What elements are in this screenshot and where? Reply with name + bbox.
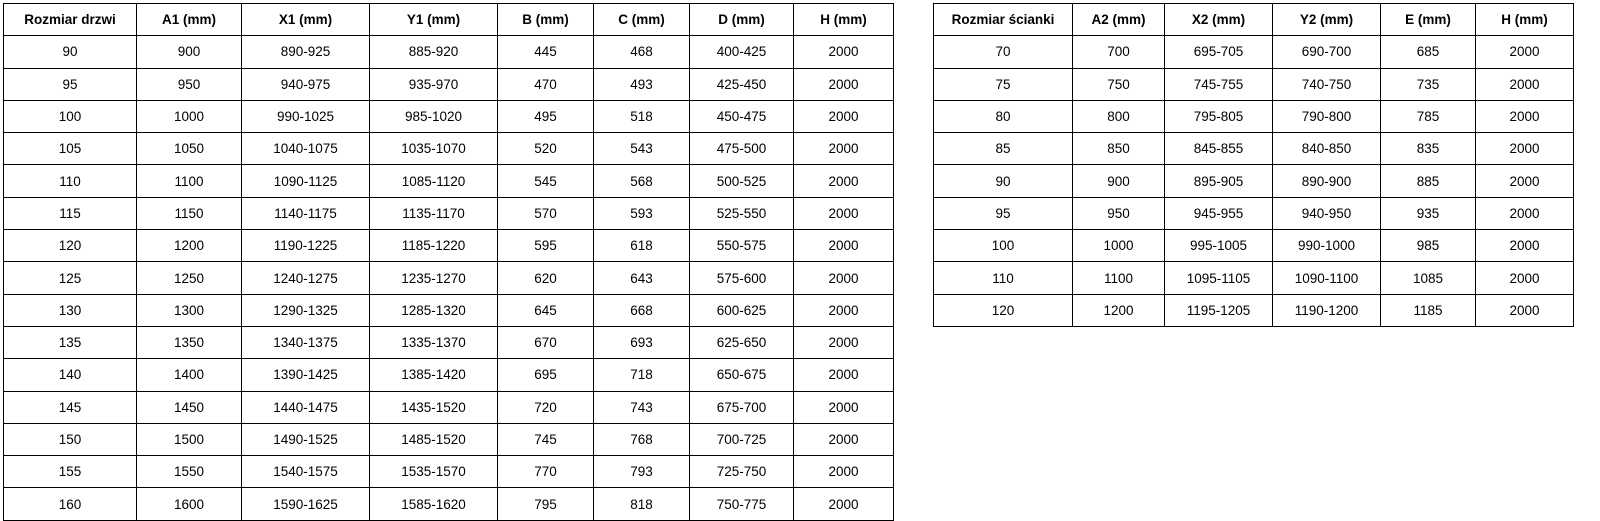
table-cell: 575-600 xyxy=(690,262,794,294)
table-cell: 1040-1075 xyxy=(242,133,370,165)
column-header: A2 (mm) xyxy=(1073,4,1165,36)
doors-dimensions-table xyxy=(3,3,894,521)
table-cell: 1340-1375 xyxy=(242,326,370,358)
table-cell: 140 xyxy=(4,359,137,391)
table-cell: 1095-1105 xyxy=(1165,262,1273,294)
table-cell: 800 xyxy=(1073,100,1165,132)
table-cell: 110 xyxy=(934,262,1073,294)
table-row xyxy=(4,262,894,294)
table-cell: 1500 xyxy=(137,423,242,455)
table-cell: 790-800 xyxy=(1273,100,1381,132)
table-cell: 600-625 xyxy=(690,294,794,326)
table-cell: 1285-1320 xyxy=(370,294,498,326)
table-cell: 935 xyxy=(1381,197,1476,229)
table-cell: 450-475 xyxy=(690,100,794,132)
table-cell: 1540-1575 xyxy=(242,456,370,488)
table-cell: 70 xyxy=(934,36,1073,68)
table-cell: 2000 xyxy=(1476,165,1574,197)
wall-table-body xyxy=(934,36,1574,327)
table-cell: 1235-1270 xyxy=(370,262,498,294)
table-cell: 845-855 xyxy=(1165,133,1273,165)
table-cell: 695-705 xyxy=(1165,36,1273,68)
table-cell: 120 xyxy=(934,294,1073,326)
column-header: C (mm) xyxy=(594,4,690,36)
table-cell: 570 xyxy=(498,197,594,229)
table-cell: 743 xyxy=(594,391,690,423)
table-cell: 785 xyxy=(1381,100,1476,132)
table-row xyxy=(4,100,894,132)
table-row xyxy=(934,294,1574,326)
table-cell: 1090-1100 xyxy=(1273,262,1381,294)
table-cell: 160 xyxy=(4,488,137,520)
table-cell: 1590-1625 xyxy=(242,488,370,520)
table-row xyxy=(4,488,894,520)
table-cell: 940-975 xyxy=(242,68,370,100)
table-cell: 155 xyxy=(4,456,137,488)
table-cell: 1400 xyxy=(137,359,242,391)
table-cell: 645 xyxy=(498,294,594,326)
table-cell: 90 xyxy=(934,165,1073,197)
table-cell: 543 xyxy=(594,133,690,165)
table-cell: 2000 xyxy=(1476,230,1574,262)
table-cell: 2000 xyxy=(794,456,894,488)
table-row xyxy=(934,68,1574,100)
table-cell: 568 xyxy=(594,165,690,197)
table-cell: 1440-1475 xyxy=(242,391,370,423)
table-cell: 770 xyxy=(498,456,594,488)
table-cell: 1000 xyxy=(1073,230,1165,262)
table-cell: 745-755 xyxy=(1165,68,1273,100)
table-cell: 1150 xyxy=(137,197,242,229)
table-cell: 100 xyxy=(934,230,1073,262)
table-cell: 2000 xyxy=(1476,36,1574,68)
table-cell: 2000 xyxy=(794,68,894,100)
table-row xyxy=(934,262,1574,294)
wall-table-head xyxy=(934,4,1574,36)
table-row xyxy=(4,294,894,326)
column-header: Y1 (mm) xyxy=(370,4,498,36)
table-row xyxy=(934,197,1574,229)
table-cell: 890-900 xyxy=(1273,165,1381,197)
wall-dimensions-table xyxy=(933,3,1574,327)
table-cell: 520 xyxy=(498,133,594,165)
table-cell: 1290-1325 xyxy=(242,294,370,326)
table-row xyxy=(4,423,894,455)
table-cell: 940-950 xyxy=(1273,197,1381,229)
table-cell: 125 xyxy=(4,262,137,294)
table-cell: 145 xyxy=(4,391,137,423)
table-cell: 1490-1525 xyxy=(242,423,370,455)
table-cell: 885 xyxy=(1381,165,1476,197)
table-cell: 2000 xyxy=(1476,68,1574,100)
table-cell: 2000 xyxy=(1476,197,1574,229)
table-cell: 1550 xyxy=(137,456,242,488)
table-cell: 768 xyxy=(594,423,690,455)
table-row xyxy=(4,456,894,488)
table-cell: 1450 xyxy=(137,391,242,423)
table-cell: 2000 xyxy=(794,359,894,391)
table-cell: 900 xyxy=(137,36,242,68)
table-cell: 2000 xyxy=(1476,294,1574,326)
table-cell: 1200 xyxy=(1073,294,1165,326)
table-cell: 1195-1205 xyxy=(1165,294,1273,326)
table-cell: 468 xyxy=(594,36,690,68)
table-row xyxy=(934,230,1574,262)
table-cell: 725-750 xyxy=(690,456,794,488)
table-cell: 1535-1570 xyxy=(370,456,498,488)
table-cell: 1140-1175 xyxy=(242,197,370,229)
table-cell: 1335-1370 xyxy=(370,326,498,358)
table-cell: 2000 xyxy=(794,488,894,520)
table-cell: 425-450 xyxy=(690,68,794,100)
table-cell: 995-1005 xyxy=(1165,230,1273,262)
table-cell: 100 xyxy=(4,100,137,132)
table-cell: 1090-1125 xyxy=(242,165,370,197)
table-row xyxy=(4,36,894,68)
table-cell: 110 xyxy=(4,165,137,197)
column-header: Rozmiar ścianki xyxy=(934,4,1073,36)
table-cell: 895-905 xyxy=(1165,165,1273,197)
table-cell: 493 xyxy=(594,68,690,100)
table-cell: 1485-1520 xyxy=(370,423,498,455)
doors-table-body xyxy=(4,36,894,520)
table-cell: 1390-1425 xyxy=(242,359,370,391)
table-cell: 1050 xyxy=(137,133,242,165)
table-header-row xyxy=(934,4,1574,36)
column-header: D (mm) xyxy=(690,4,794,36)
table-row xyxy=(934,133,1574,165)
table-cell: 945-955 xyxy=(1165,197,1273,229)
table-cell: 850 xyxy=(1073,133,1165,165)
column-header: X1 (mm) xyxy=(242,4,370,36)
table-cell: 618 xyxy=(594,230,690,262)
table-cell: 2000 xyxy=(794,100,894,132)
table-cell: 495 xyxy=(498,100,594,132)
table-cell: 1190-1200 xyxy=(1273,294,1381,326)
table-cell: 2000 xyxy=(1476,133,1574,165)
table-cell: 2000 xyxy=(794,230,894,262)
table-cell: 740-750 xyxy=(1273,68,1381,100)
table-cell: 2000 xyxy=(794,197,894,229)
table-cell: 2000 xyxy=(1476,100,1574,132)
doors-table-container xyxy=(3,3,867,521)
table-cell: 150 xyxy=(4,423,137,455)
table-row xyxy=(934,165,1574,197)
table-cell: 900 xyxy=(1073,165,1165,197)
column-header: H (mm) xyxy=(794,4,894,36)
table-cell: 2000 xyxy=(794,326,894,358)
table-cell: 650-675 xyxy=(690,359,794,391)
table-cell: 670 xyxy=(498,326,594,358)
table-row xyxy=(4,326,894,358)
table-cell: 700 xyxy=(1073,36,1165,68)
table-cell: 835 xyxy=(1381,133,1476,165)
table-cell: 720 xyxy=(498,391,594,423)
column-header: E (mm) xyxy=(1381,4,1476,36)
table-cell: 1185-1220 xyxy=(370,230,498,262)
table-cell: 595 xyxy=(498,230,594,262)
table-cell: 795 xyxy=(498,488,594,520)
table-cell: 400-425 xyxy=(690,36,794,68)
table-cell: 550-575 xyxy=(690,230,794,262)
table-cell: 1000 xyxy=(137,100,242,132)
table-cell: 685 xyxy=(1381,36,1476,68)
table-cell: 500-525 xyxy=(690,165,794,197)
table-cell: 95 xyxy=(4,68,137,100)
table-cell: 593 xyxy=(594,197,690,229)
table-cell: 475-500 xyxy=(690,133,794,165)
table-cell: 1240-1275 xyxy=(242,262,370,294)
table-cell: 818 xyxy=(594,488,690,520)
table-cell: 135 xyxy=(4,326,137,358)
table-cell: 105 xyxy=(4,133,137,165)
table-cell: 793 xyxy=(594,456,690,488)
table-cell: 1585-1620 xyxy=(370,488,498,520)
table-cell: 545 xyxy=(498,165,594,197)
table-row xyxy=(934,36,1574,68)
column-header: X2 (mm) xyxy=(1165,4,1273,36)
table-cell: 2000 xyxy=(794,294,894,326)
table-cell: 643 xyxy=(594,262,690,294)
table-cell: 1200 xyxy=(137,230,242,262)
table-cell: 95 xyxy=(934,197,1073,229)
table-cell: 1100 xyxy=(137,165,242,197)
table-cell: 890-925 xyxy=(242,36,370,68)
wall-table-container xyxy=(933,3,1573,327)
table-cell: 625-650 xyxy=(690,326,794,358)
table-cell: 750-775 xyxy=(690,488,794,520)
table-cell: 85 xyxy=(934,133,1073,165)
table-cell: 885-920 xyxy=(370,36,498,68)
column-header: Y2 (mm) xyxy=(1273,4,1381,36)
table-cell: 693 xyxy=(594,326,690,358)
table-cell: 985 xyxy=(1381,230,1476,262)
column-header: B (mm) xyxy=(498,4,594,36)
table-cell: 90 xyxy=(4,36,137,68)
table-cell: 1300 xyxy=(137,294,242,326)
table-cell: 718 xyxy=(594,359,690,391)
table-cell: 985-1020 xyxy=(370,100,498,132)
table-cell: 445 xyxy=(498,36,594,68)
table-cell: 115 xyxy=(4,197,137,229)
table-row xyxy=(934,100,1574,132)
table-header-row xyxy=(4,4,894,36)
table-cell: 950 xyxy=(1073,197,1165,229)
table-cell: 840-850 xyxy=(1273,133,1381,165)
table-row xyxy=(4,165,894,197)
column-header: A1 (mm) xyxy=(137,4,242,36)
doors-table-head xyxy=(4,4,894,36)
table-cell: 525-550 xyxy=(690,197,794,229)
table-cell: 2000 xyxy=(794,423,894,455)
column-header: H (mm) xyxy=(1476,4,1574,36)
table-row xyxy=(4,68,894,100)
table-cell: 750 xyxy=(1073,68,1165,100)
table-cell: 1185 xyxy=(1381,294,1476,326)
table-row xyxy=(4,391,894,423)
table-cell: 675-700 xyxy=(690,391,794,423)
table-cell: 745 xyxy=(498,423,594,455)
table-cell: 1350 xyxy=(137,326,242,358)
table-cell: 2000 xyxy=(794,391,894,423)
table-row xyxy=(4,133,894,165)
table-cell: 2000 xyxy=(794,36,894,68)
table-cell: 668 xyxy=(594,294,690,326)
table-cell: 990-1000 xyxy=(1273,230,1381,262)
table-cell: 1600 xyxy=(137,488,242,520)
table-cell: 2000 xyxy=(1476,262,1574,294)
table-cell: 2000 xyxy=(794,133,894,165)
table-cell: 1190-1225 xyxy=(242,230,370,262)
table-cell: 950 xyxy=(137,68,242,100)
table-cell: 695 xyxy=(498,359,594,391)
table-cell: 75 xyxy=(934,68,1073,100)
table-cell: 1035-1070 xyxy=(370,133,498,165)
table-cell: 1435-1520 xyxy=(370,391,498,423)
table-cell: 470 xyxy=(498,68,594,100)
table-cell: 935-970 xyxy=(370,68,498,100)
column-header: Rozmiar drzwi xyxy=(4,4,137,36)
table-cell: 700-725 xyxy=(690,423,794,455)
table-cell: 1085 xyxy=(1381,262,1476,294)
table-cell: 130 xyxy=(4,294,137,326)
table-cell: 2000 xyxy=(794,165,894,197)
table-cell: 518 xyxy=(594,100,690,132)
table-cell: 1135-1170 xyxy=(370,197,498,229)
table-cell: 735 xyxy=(1381,68,1476,100)
table-cell: 120 xyxy=(4,230,137,262)
table-cell: 690-700 xyxy=(1273,36,1381,68)
table-cell: 1100 xyxy=(1073,262,1165,294)
table-cell: 1250 xyxy=(137,262,242,294)
table-row xyxy=(4,230,894,262)
table-cell: 2000 xyxy=(794,262,894,294)
table-cell: 80 xyxy=(934,100,1073,132)
table-row xyxy=(4,197,894,229)
table-cell: 620 xyxy=(498,262,594,294)
table-row xyxy=(4,359,894,391)
table-cell: 1385-1420 xyxy=(370,359,498,391)
table-cell: 1085-1120 xyxy=(370,165,498,197)
table-cell: 990-1025 xyxy=(242,100,370,132)
table-cell: 795-805 xyxy=(1165,100,1273,132)
